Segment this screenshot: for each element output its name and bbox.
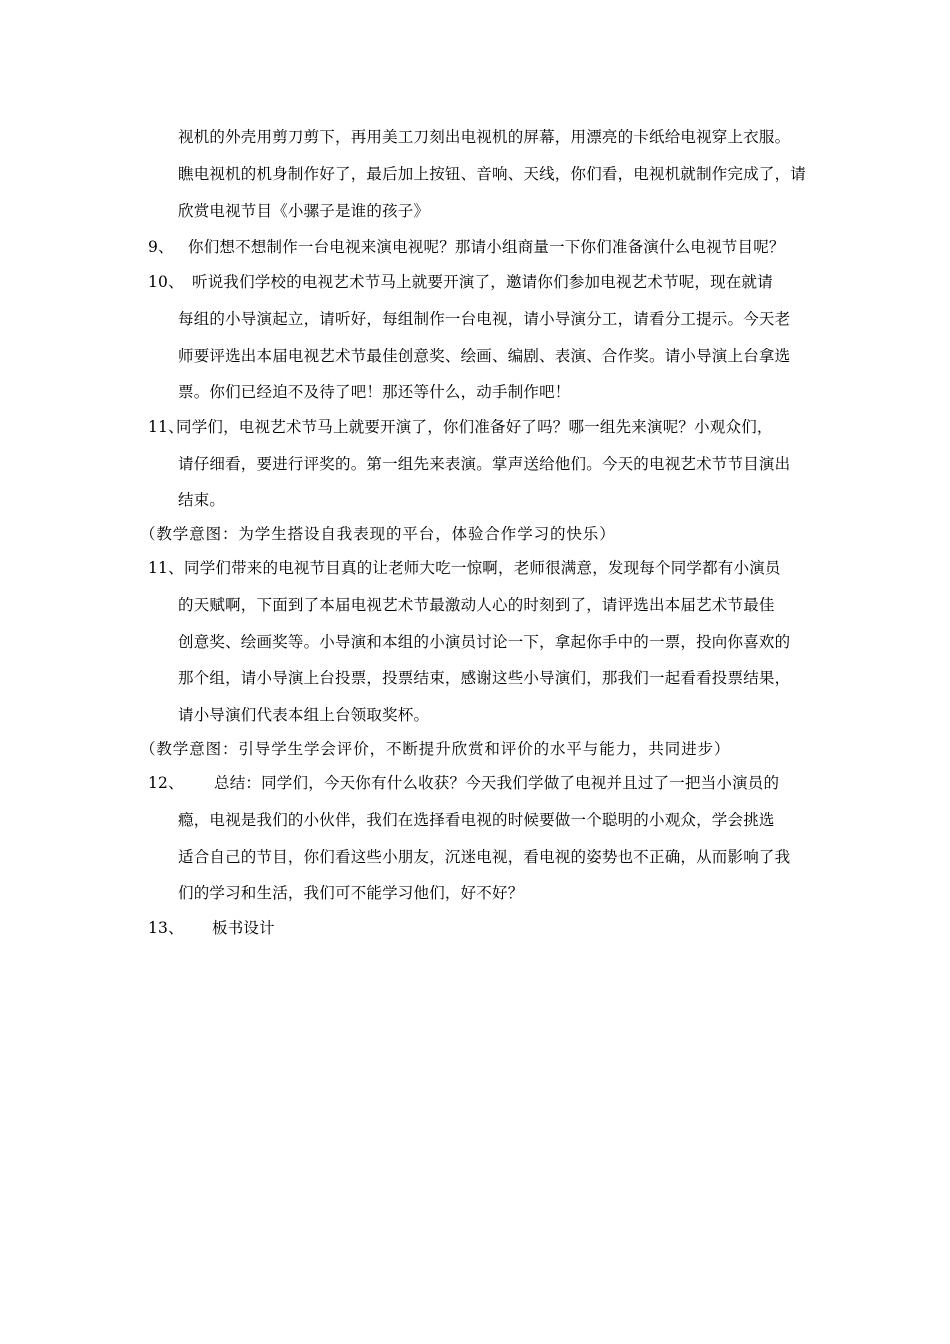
item11b-line-5: 请小导演们代表本组上台领取奖杯。 bbox=[178, 706, 430, 724]
item11a-line-1: 同学们，电视艺术节马上就要开演了，你们准备好了吗？哪一组先来演呢？小观众们， bbox=[176, 418, 773, 436]
intent1-text: （教学意图：为学生搭设自我表现的平台，体验合作学习的快乐） bbox=[140, 525, 616, 543]
item8-line-2: 瞧电视机的机身制作好了，最后加上按钮、音响、天线，你们看，电视机就制作完成了，请 bbox=[178, 165, 807, 183]
intent2-text: （教学意图：引导学生学会评价，不断提升欣赏和评价的水平与能力，共同进步） bbox=[140, 740, 731, 758]
item13-number: 13、 bbox=[148, 919, 184, 937]
item11a-line-2: 请仔细看，要进行评奖的。第一组先来表演。掌声送给他们。今天的电视艺术节节目演出 bbox=[178, 455, 791, 473]
item12-line-1: 总结：同学们，今天你有什么收获？今天我们学做了电视并且过了一把当小演员的 bbox=[214, 774, 780, 792]
item10-line-2: 每组的小导演起立，请听好，每组制作一台电视，请小导演分工，请看分工提示。今天老 bbox=[178, 310, 791, 328]
item9-number: 9、 bbox=[148, 238, 174, 256]
item11a-line-3: 结束。 bbox=[178, 491, 226, 509]
item10-line-1: 听说我们学校的电视艺术节马上就要开演了，邀请你们参加电视艺术节呢，现在就请 bbox=[192, 273, 773, 291]
item10-line-4: 票。你们已经迫不及待了吧！那还等什么，动手制作吧！ bbox=[178, 383, 571, 401]
item9-line-1: 你们想不想制作一台电视来演电视呢？那请小组商量一下你们准备演什么电视节目呢？ bbox=[188, 238, 785, 256]
item12-line-2: 瘾，电视是我们的小伙伴，我们在选择看电视的时候要做一个聪明的小观众，学会挑选 bbox=[178, 811, 775, 829]
item8-line-3: 欣赏电视节目《小骡子是谁的孩子》 bbox=[178, 202, 430, 220]
item11b-line-1: 同学们带来的电视节目真的让老师大吃一惊啊，老师很满意，发现每个同学都有小演员 bbox=[184, 559, 781, 577]
item11b-number: 11、 bbox=[148, 559, 184, 577]
item11b-line-4: 那个组，请小导演上台投票，投票结束，感谢这些小导演们，那我们一起看看投票结果， bbox=[178, 669, 791, 687]
item10-line-3: 师要评选出本届电视艺术节最佳创意奖、绘画、编剧、表演、合作奖。请小导演上台拿选 bbox=[178, 347, 791, 365]
item10-number: 10、 bbox=[148, 273, 184, 291]
item8-line-1: 视机的外壳用剪刀剪下，再用美工刀刻出电视机的屏幕，用漂亮的卡纸给电视穿上衣服。 bbox=[178, 128, 791, 146]
item13-line-1: 板书设计 bbox=[212, 919, 275, 937]
item11a-number: 11、 bbox=[148, 418, 184, 436]
item12-line-4: 们的学习和生活，我们可不能学习他们，好不好？ bbox=[178, 884, 524, 902]
item11b-line-3: 创意奖、绘画奖等。小导演和本组的小演员讨论一下，拿起你手中的一票，投向你喜欢的 bbox=[178, 633, 791, 651]
item12-line-3: 适合自己的节目，你们看这些小朋友，沉迷电视，看电视的姿势也不正确，从而影响了我 bbox=[178, 848, 791, 866]
item11b-line-2: 的天赋啊，下面到了本届电视艺术节最激动人心的时刻到了，请评选出本届艺术节最佳 bbox=[178, 596, 775, 614]
item12-number: 12、 bbox=[148, 774, 184, 792]
